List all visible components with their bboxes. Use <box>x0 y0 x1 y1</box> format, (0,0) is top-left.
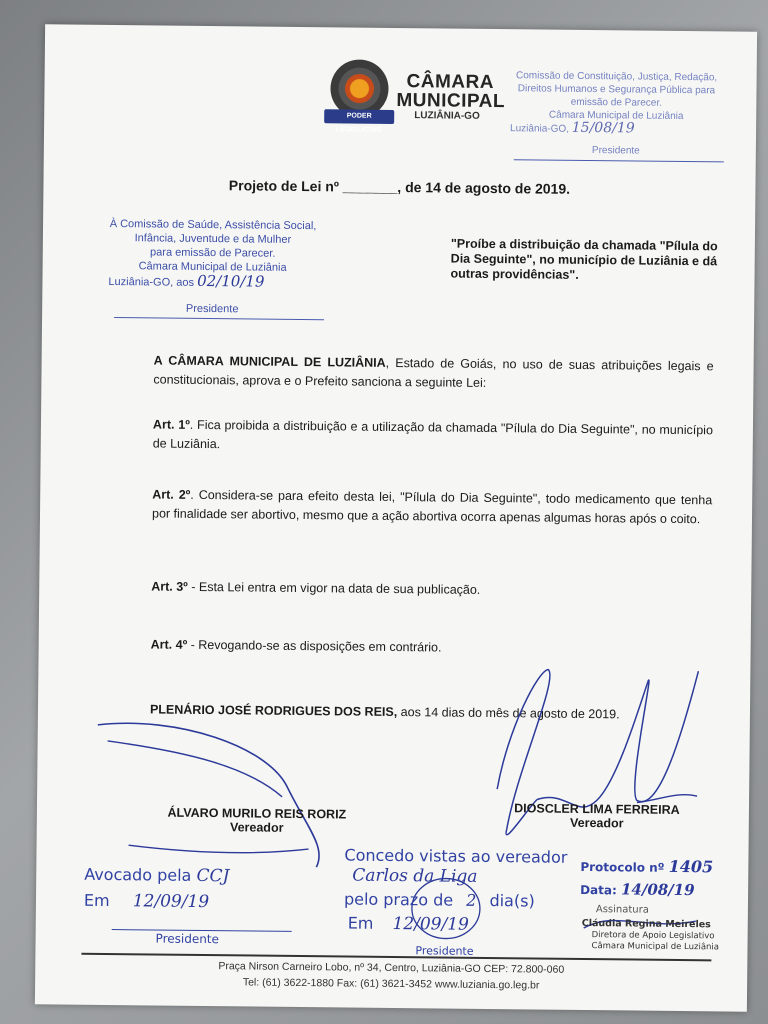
stamp-line: Comissão de Constituição, Justiça, Redação, <box>515 70 718 84</box>
org-city: LUZIÂNIA-GO <box>414 110 480 122</box>
protocol-date-label: Data: <box>580 882 617 898</box>
org-line-1: CÂMARA <box>406 71 495 94</box>
article-text: - Revogando-se as disposições em contrário. <box>187 637 442 655</box>
article-text: - Esta Lei entra em vigor na data de sua publicação. <box>187 579 481 597</box>
stamp-date-prefix: Luziânia-GO, <box>510 123 570 135</box>
protocol-date <box>580 880 695 899</box>
bill-summary: "Proíbe a distribuição da chamada "Pílula do Dia Seguinte", no município de Luziânia e dá outras providências". <box>450 236 718 282</box>
signatory-name: DIOSCLER LIMA FERREIRA <box>514 801 680 817</box>
stamp-line: Direitos Humanos e Segurança Pública para <box>517 83 716 97</box>
vistas-date <box>348 914 469 935</box>
stamp-line: Infância, Juventude e da Mulher <box>134 232 292 246</box>
protocol-label: Protocolo nº <box>580 859 665 875</box>
stamp-line: Câmara Municipal de Luziânia <box>548 109 684 122</box>
stamp-date-handwritten: 02/10/19 <box>197 271 265 291</box>
em-label: Em <box>83 890 110 911</box>
article-label: Art. 4º <box>150 637 188 652</box>
avocado-annotation <box>84 865 229 887</box>
em2-handwritten: 12/09/19 <box>392 913 470 935</box>
protocol-assinatura: Assinatura <box>595 904 649 916</box>
logo-ribbon: PODER LEGISLATIVO <box>324 109 394 124</box>
closing-text: aos 14 dias do mês de agosto de 2019. <box>397 705 620 722</box>
footer-contacts: Tel: (61) 3622-1880 Fax: (61) 3621-3452 www.luziania.go.leg.br <box>242 976 540 992</box>
article-label: Art. 3º <box>151 579 188 594</box>
article-text: . Considera-se para efeito desta lei, "Pílula do Dia Seguinte", todo medicamento que tenha por finalidade ser abortivo, mesmo que a ação abortiva ocorra apenas algumas horas após o coito. <box>151 487 713 527</box>
prazo-handwritten: 2 <box>466 890 477 910</box>
vistas-prazo <box>344 889 535 910</box>
avocado-handwritten: CCJ <box>196 865 230 887</box>
article-text: . Fica proibida a distribuição e a utilização da chamada "Pílula do Dia Seguinte", no município de Luziânia. <box>152 417 714 452</box>
vistas-line: Concedo vistas ao vereador <box>344 845 568 867</box>
vistas-handwritten: Carlos da Liga <box>352 865 478 887</box>
prazo-label: pelo prazo de <box>343 889 454 910</box>
bill-title: Projeto de Lei nº _______, de 14 de agosto de 2019. <box>228 177 571 197</box>
em-handwritten: 12/09/19 <box>132 891 210 913</box>
avocado-date <box>84 891 209 912</box>
footer-address: Praça Nirson Carneiro Lobo, nº 34, Centro, Luziânia-GO CEP: 72.800-060 <box>218 960 565 976</box>
article-label: Art. 1º <box>152 417 190 432</box>
closing-lead: PLENÁRIO JOSÉ RODRIGUES DOS REIS, <box>149 702 398 720</box>
avocado-label: Avocado pela <box>84 864 192 885</box>
prazo-unit: dia(s) <box>489 891 535 911</box>
protocol-number: 1405 <box>668 856 714 877</box>
avocado-presidente: Presidente <box>155 931 220 947</box>
preamble-text: , Estado de Goiás, no uso de suas atribuições legais e constitucionais, aprova e o Prefeito sanciona a seguinte Lei: <box>153 355 714 390</box>
signatory-1 <box>137 805 377 836</box>
protocol-role-1: Diretora de Apoio Legislativo <box>591 930 715 942</box>
protocol-date-value: 14/08/19 <box>620 880 695 900</box>
article-label: Art. 2º <box>152 487 191 502</box>
protocol-stamp <box>580 856 713 876</box>
vistas-presidente: Presidente <box>415 944 474 958</box>
em2-label: Em <box>347 913 374 933</box>
preamble-lead: A CÂMARA MUNICIPAL DE LUZIÂNIA <box>153 353 386 370</box>
protocol-role-2: Câmara Municipal de Luziânia <box>591 941 720 953</box>
org-line-2: MUNICIPAL <box>396 89 506 113</box>
stamp-line: emissão de Parecer. <box>570 96 662 109</box>
signatory-role: Vereador <box>229 820 284 835</box>
stamp-line: Câmara Municipal de Luziânia <box>138 260 287 274</box>
stamp-line: para emissão de Parecer. <box>150 246 276 260</box>
stamp-role: Presidente <box>185 302 239 316</box>
signatory-role: Vereador <box>569 815 624 831</box>
signatory-name: ÁLVARO MURILO REIS RORIZ <box>167 805 347 822</box>
signatory-2 <box>477 801 717 832</box>
stamp-date-handwritten: 15/08/19 <box>571 119 635 137</box>
document-page <box>35 24 757 1011</box>
stamp-line: À Comissão de Saúde, Assistência Social, <box>109 217 317 233</box>
stamp-role: Presidente <box>591 145 640 157</box>
stamp-date-prefix: Luziânia-GO, aos <box>108 275 195 289</box>
protocol-signer: Cláudia Regina Meireles <box>581 917 711 931</box>
